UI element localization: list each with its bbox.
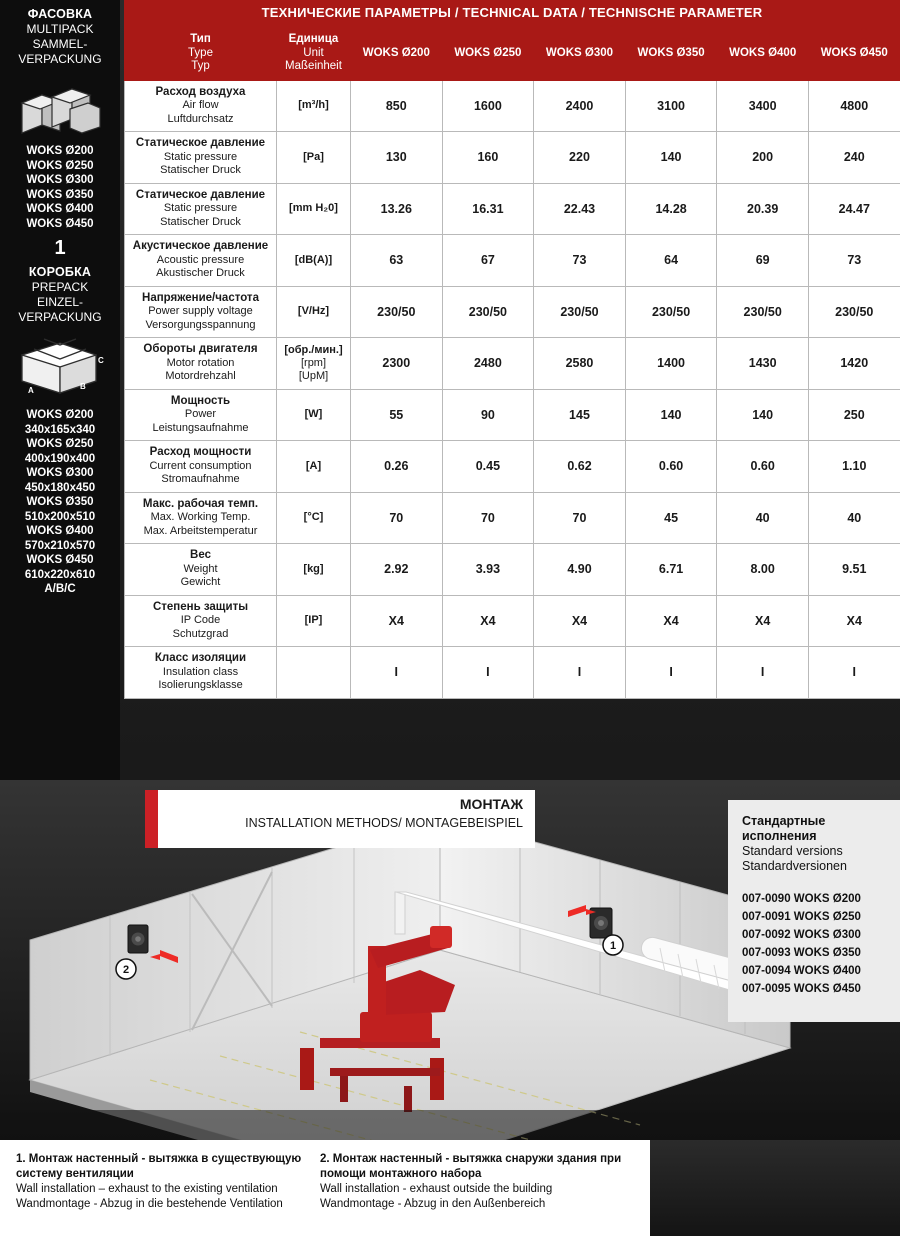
header-model: WOKS Ø350 [625,27,717,81]
row-value: 1420 [808,338,900,390]
row-value: 230/50 [534,286,626,338]
prepack-dim: 570x210x570 [24,539,96,552]
prepack-dim: WOKS Ø450 [26,554,94,566]
row-value: 64 [625,235,717,287]
row-label: Обороты двигателя Motor rotation Motordrehzahl [125,338,277,390]
header-unit: Единица Unit Maßeinheit [277,27,351,81]
row-value: 130 [351,132,443,184]
row-unit: [Pa] [277,132,351,184]
row-unit: [kg] [277,544,351,596]
prepack-dim: WOKS Ø350 [26,496,94,508]
row-value: X4 [351,595,443,647]
multipack-model-list [0,144,120,231]
standard-versions-title-en: Standard versions [742,844,843,858]
row-value: 1600 [442,80,534,132]
row-value: 40 [717,492,809,544]
standard-versions-code-list [742,890,890,998]
prepack-title-de-1: EINZEL- [36,295,83,309]
table-row [125,80,900,132]
standard-versions-title-ru: Стандартные исполнения [742,814,826,843]
row-label: Акустическое давление Acoustic pressure Akustischer Druck [125,235,277,287]
row-label: Статическое давление Static pressure Statischer Druck [125,183,277,235]
standard-versions-box [728,800,900,1022]
installation-title-ru: МОНТАЖ [459,796,523,812]
multipack-model: WOKS Ø200 [26,145,94,157]
row-value: 4800 [808,80,900,132]
row-value: 3100 [625,80,717,132]
row-value: 70 [351,492,443,544]
table-row [125,183,900,235]
row-label: Мощность Power Leistungsaufnahme [125,389,277,441]
row-value: 70 [442,492,534,544]
row-value: 145 [534,389,626,441]
header-model: WOKS Ø450 [808,27,900,81]
svg-text:1: 1 [609,940,617,952]
row-unit: [V/Hz] [277,286,351,338]
multipack-model: WOKS Ø400 [26,203,94,215]
technical-data-table [124,26,900,699]
row-value: 9.51 [808,544,900,596]
row-label: Степень защиты IP Code Schutzgrad [125,595,277,647]
table-row [125,647,900,699]
row-value: 230/50 [808,286,900,338]
row-unit: [обр./мин.] [rpm] [UpM] [277,338,351,390]
technical-data-banner: ТЕХНИЧЕСКИЕ ПАРАМЕТРЫ / TECHNICAL DATA / TECHNISCHE PARAMETER [124,0,900,26]
standard-version-code: 007-0095 WOKS Ø450 [742,983,861,995]
row-unit: [m³/h] [277,80,351,132]
row-value: 4.90 [534,544,626,596]
row-label: Вес Weight Gewicht [125,544,277,596]
row-value: 40 [808,492,900,544]
prepack-dim: 610x220x610 [24,568,96,581]
multipack-model: WOKS Ø350 [26,188,94,201]
row-value: X4 [717,595,809,647]
row-unit: [W] [277,389,351,441]
row-value: 230/50 [351,286,443,338]
row-label: Статическое давление Static pressure Statischer Druck [125,132,277,184]
multipack-model: WOKS Ø450 [26,217,94,230]
prepack-dim: A/B/C [44,583,76,595]
multipack-title-ru: ФАСОВКА [27,7,93,21]
notes-right-panel [650,1140,900,1236]
row-value: 3400 [717,80,809,132]
prepack-dim: 400x190x400 [24,452,96,465]
installation-banner-accent [145,790,158,848]
row-value: 850 [351,80,443,132]
standard-version-code: 007-0094 WOKS Ø400 [742,965,861,977]
row-value: 73 [534,235,626,287]
row-value: X4 [534,595,626,647]
row-value: 22.43 [534,183,626,235]
standard-version-code: 007-0092 WOKS Ø300 [742,929,861,941]
prepack-dim: 340x165x340 [24,423,96,436]
header-model: WOKS Ø250 [442,27,534,81]
row-label: Расход мощности Current consumption Stromaufnahme [125,441,277,493]
table-row [125,595,900,647]
row-value: X4 [625,595,717,647]
row-value: 6.71 [625,544,717,596]
standard-versions-title-de: Standardversionen [742,859,847,873]
technical-data-section [124,0,900,699]
row-value: 0.26 [351,441,443,493]
row-value: I [625,647,717,699]
row-value: 1400 [625,338,717,390]
row-value: 45 [625,492,717,544]
row-label: Макс. рабочая темп. Max. Working Temp. Max. Arbeitstemperatur [125,492,277,544]
standard-version-code: 007-0093 WOKS Ø350 [742,947,861,959]
row-value: 2300 [351,338,443,390]
multipack-count: 1 [54,237,66,259]
row-value: 140 [625,132,717,184]
header-model: WOKS Ø300 [534,27,626,81]
row-unit: [A] [277,441,351,493]
row-unit: [IP] [277,595,351,647]
table-row [125,441,900,493]
row-label: Напряжение/частота Power supply voltage Versorgungsspannung [125,286,277,338]
prepack-dim: 450x180x450 [24,481,96,494]
multipack-model: WOKS Ø250 [26,159,94,172]
prepack-box-icon [0,333,120,404]
row-value: I [808,647,900,699]
svg-text:A: A [28,386,34,395]
row-value: 230/50 [442,286,534,338]
row-unit: [°C] [277,492,351,544]
row-value: 67 [442,235,534,287]
row-label: Расход воздуха Air flow Luftdurchsatz [125,80,277,132]
prepack-title-en: PREPACK [31,280,89,294]
row-value: 2580 [534,338,626,390]
table-row [125,286,900,338]
installation-title-other: INSTALLATION METHODS/ MONTAGEBEISPIEL [245,816,523,830]
multipack-title-de-1: SAMMEL- [32,37,88,51]
row-value: 2.92 [351,544,443,596]
row-value: 140 [717,389,809,441]
row-value: 73 [808,235,900,287]
row-value: I [717,647,809,699]
row-value: 220 [534,132,626,184]
prepack-dim: 510x200x510 [24,510,96,523]
row-value: 140 [625,389,717,441]
row-value: 90 [442,389,534,441]
row-value: 1.10 [808,441,900,493]
table-row [125,389,900,441]
row-value: 0.62 [534,441,626,493]
row-unit: [dB(A)] [277,235,351,287]
prepack-dim: WOKS Ø400 [26,525,94,537]
row-value: I [351,647,443,699]
row-label: Класс изоляции Insulation class Isolierungsklasse [125,647,277,699]
row-value: 2400 [534,80,626,132]
row-value: 2480 [442,338,534,390]
table-row [125,132,900,184]
row-value: 24.47 [808,183,900,235]
multipack-boxes-icon [0,75,120,140]
row-value: 20.39 [717,183,809,235]
standard-version-code: 007-0090 WOKS Ø200 [742,893,861,905]
table-body [125,80,900,698]
svg-text:C: C [98,356,104,365]
prepack-dim: WOKS Ø200 [26,409,94,421]
multipack-title-de-2: VERPACKUNG [18,52,102,66]
row-value: 3.93 [442,544,534,596]
table-row [125,338,900,390]
header-model: WOKS Ø400 [717,27,809,81]
installation-note-1: 1. Монтаж настенный - вытяжка в существующую систему вентиляции Wall installation – exhaust to the existing ventilation Wandmontage - Abzug in die bestehende Ventilation [16,1153,302,1210]
row-value: 1430 [717,338,809,390]
row-value: 13.26 [351,183,443,235]
table-row [125,235,900,287]
installation-note-2: 2. Монтаж настенный - вытяжка снаружи здания при помощи монтажного набора Wall installation - exhaust outside the building Wandmontage - Abzug in den Außenbereich [320,1153,622,1210]
packaging-panel [0,0,120,780]
row-value: I [442,647,534,699]
row-value: 230/50 [717,286,809,338]
row-value: 250 [808,389,900,441]
table-row [125,544,900,596]
installation-banner [145,790,535,848]
row-value: X4 [442,595,534,647]
row-value: 0.60 [717,441,809,493]
row-unit: [mm H₂0] [277,183,351,235]
prepack-title-ru: КОРОБКА [28,265,92,279]
row-value: 69 [717,235,809,287]
header-model: WOKS Ø200 [351,27,443,81]
row-value: X4 [808,595,900,647]
row-value: I [534,647,626,699]
row-value: 55 [351,389,443,441]
table-row [125,492,900,544]
multipack-model: WOKS Ø300 [26,174,94,186]
svg-text:2: 2 [122,964,130,976]
row-value: 63 [351,235,443,287]
prepack-dimension-list [0,408,120,597]
svg-text:B: B [80,382,86,391]
row-value: 230/50 [625,286,717,338]
multipack-title-en: MULTIPACK [26,22,94,36]
prepack-dim: WOKS Ø300 [26,467,94,479]
prepack-dim: WOKS Ø250 [26,438,94,450]
prepack-title-de-2: VERPACKUNG [18,310,102,324]
row-value: 70 [534,492,626,544]
row-value: 200 [717,132,809,184]
row-value: 14.28 [625,183,717,235]
standard-version-code: 007-0091 WOKS Ø250 [742,911,861,923]
row-value: 8.00 [717,544,809,596]
row-value: 240 [808,132,900,184]
installation-notes [0,1140,900,1236]
row-value: 16.31 [442,183,534,235]
row-value: 0.45 [442,441,534,493]
row-value: 160 [442,132,534,184]
header-type: Тип Type Typ [125,27,277,81]
table-header-row [125,27,900,81]
row-value: 0.60 [625,441,717,493]
row-unit [277,647,351,699]
